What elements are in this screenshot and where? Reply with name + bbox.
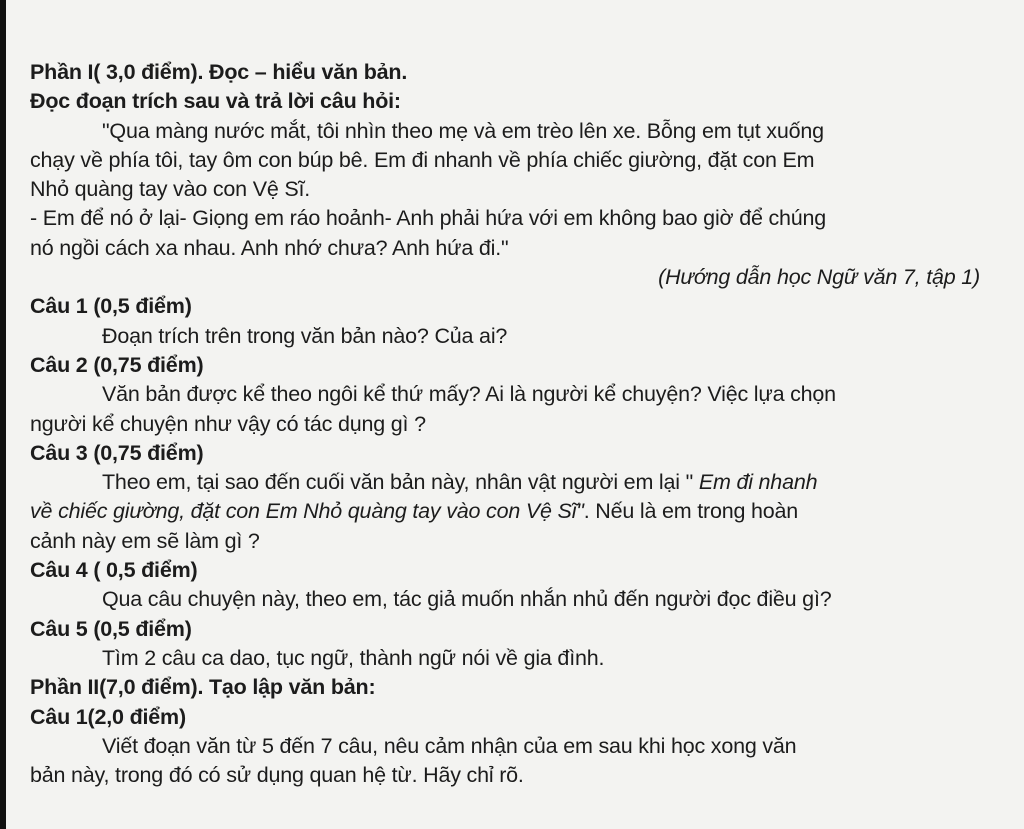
question-4-title: Câu 4 ( 0,5 điểm) <box>30 558 198 583</box>
part2-question-1-text-line-2: bản này, trong đó có sử dụng quan hệ từ. Hãy chỉ rõ. <box>30 763 524 788</box>
question-3-title: Câu 3 (0,75 điểm) <box>30 440 204 465</box>
question-4-text: Qua câu chuyện này, theo em, tác giả muốn nhắn nhủ đến người đọc điều gì? <box>102 587 832 612</box>
question-5-title: Câu 5 (0,5 điểm) <box>30 616 192 641</box>
question-2-title: Câu 2 (0,75 điểm) <box>30 352 204 377</box>
excerpt-line-3: Nhỏ quàng tay vào con Vệ Sĩ. <box>30 177 311 202</box>
part2-question-1-title: Câu 1(2,0 điểm) <box>30 704 186 729</box>
question-3-text-line-2-normal: . Nếu là em trong hoàn <box>583 499 799 524</box>
question-3-text-line-1-normal: Theo em, tại sao đến cuối văn bản này, nhân vật người em lại " <box>102 470 694 495</box>
question-1-title: Câu 1 (0,5 điểm) <box>30 294 192 319</box>
excerpt-source: (Hướng dẫn học Ngữ văn 7, tập 1) <box>658 265 980 290</box>
part2-heading: Phần II(7,0 điểm). Tạo lập văn bản: <box>30 675 376 700</box>
part1-heading: Phần I( 3,0 điểm). Đọc – hiểu văn bản. <box>30 60 408 84</box>
page-edge <box>0 0 6 829</box>
question-3-quote-end: về chiếc giường, đặt con Em Nhỏ quàng tay vào con Vệ Sĩ" <box>30 499 584 524</box>
question-3-quote-start: Em đi nhanh <box>693 470 818 495</box>
excerpt-line-1: "Qua màng nước mắt, tôi nhìn theo mẹ và em trèo lên xe. Bỗng em tụt xuống <box>102 118 824 143</box>
question-2-text-line-1: Văn bản được kể theo ngôi kể thứ mấy? Ai là người kể chuyện? Việc lựa chọn <box>102 382 836 407</box>
question-3-text-line-2 <box>30 497 1010 526</box>
question-1-text: Đoạn trích trên trong văn bản nào? Của ai? <box>102 323 508 348</box>
part1-instruction: Đọc đoạn trích sau và trả lời câu hỏi: <box>30 89 401 114</box>
excerpt-line-4: - Em để nó ở lại- Giọng em ráo hoảnh- Anh phải hứa với em không bao giờ để chúng <box>30 206 827 231</box>
question-3-text-line-1 <box>30 468 1010 497</box>
part2-question-1-text-line-1: Viết đoạn văn từ 5 đến 7 câu, nêu cảm nhận của em sau khi học xong văn <box>102 733 797 758</box>
excerpt-line-2: chạy về phía tôi, tay ôm con búp bê. Em đi nhanh về phía chiếc giường, đặt con Em <box>30 147 815 172</box>
question-2-text-line-2: người kể chuyện như vậy có tác dụng gì ? <box>30 411 426 436</box>
document-content <box>30 58 1010 790</box>
excerpt-line-5: nó ngồi cách xa nhau. Anh nhớ chưa? Anh hứa đi." <box>30 235 509 260</box>
question-5-text: Tìm 2 câu ca dao, tục ngữ, thành ngữ nói về gia đình. <box>102 645 605 670</box>
question-3-text-line-3: cảnh này em sẽ làm gì ? <box>30 528 260 553</box>
